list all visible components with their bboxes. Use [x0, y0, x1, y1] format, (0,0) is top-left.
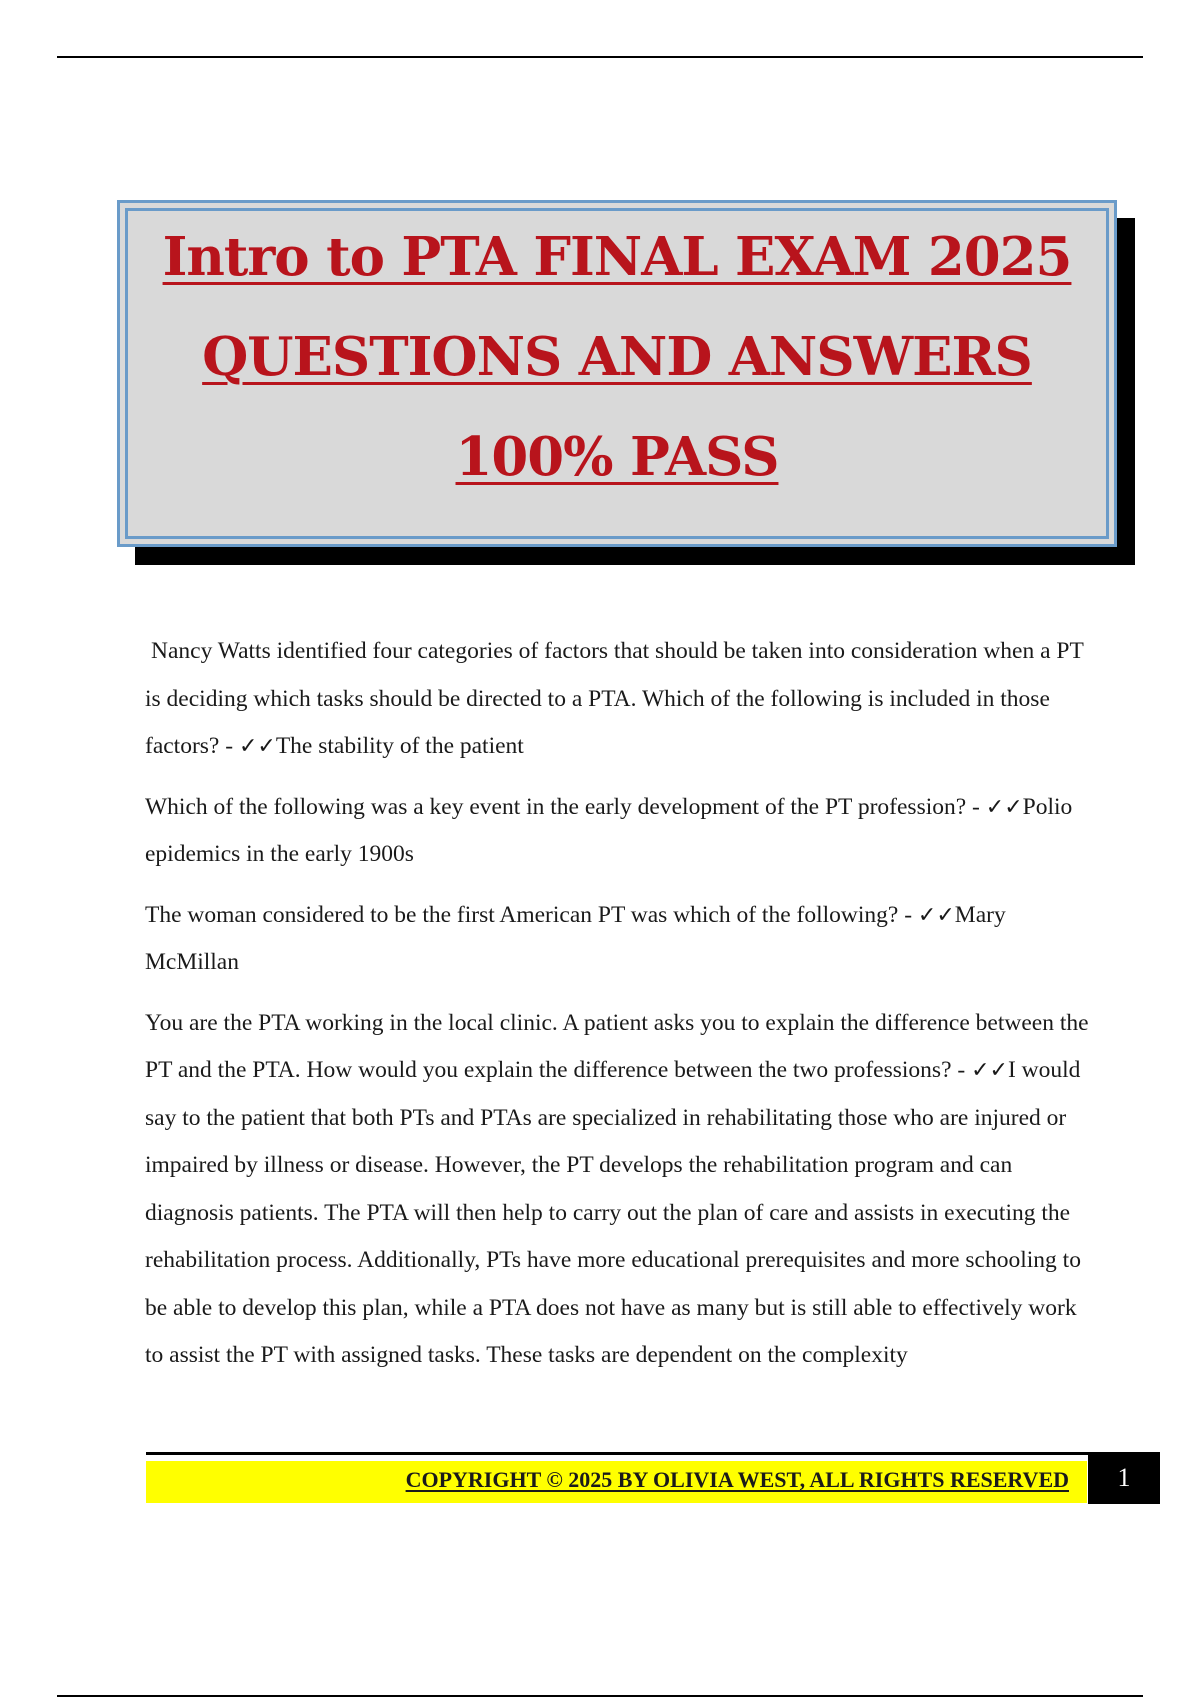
- qa-item: [145, 892, 1090, 987]
- bottom-rule: [57, 1695, 1143, 1697]
- qa-item: [145, 1000, 1090, 1380]
- title-line-1: Intro to PTA FINAL EXAM 2025: [162, 226, 1072, 288]
- double-check-icon: ✓✓: [238, 734, 276, 759]
- double-check-icon: ✓✓: [971, 1058, 1008, 1083]
- title-box: [117, 200, 1117, 547]
- answer-text: Polio epidemics in the early 1900s: [145, 793, 1073, 867]
- question-text: You are the PTA working in the local clinic. A patient asks you to explain the difference between the PT and the PTA. How would you explain the difference between the two professions? -: [145, 1009, 1089, 1083]
- answer-text: I would say to the patient that both PTs and PTAs are specialized in rehabilitating those who are injured or impaired by illness or disease. However, the PT develops the rehabilitation program and can diagnosis patients. The PTA will then help to carry out the plan of care and assists in executing the rehabilitation process. Additionally, PTs have more educational prerequisites and more schooling to be able to develop this plan, while a PTA does not have as many but is still able to effectively work to assist the PT with assigned tasks. These tasks are dependent on the complexity: [145, 1057, 1081, 1368]
- question-text: Which of the following was a key event in the early development of the PT profession? -: [145, 793, 986, 820]
- header-rule: [57, 56, 1143, 58]
- answer-text: Mary McMillan: [145, 901, 1006, 975]
- qa-item: [145, 628, 1090, 771]
- page-number: 1: [1088, 1452, 1160, 1504]
- question-text: The woman considered to be the first American PT was which of the following? -: [145, 901, 918, 928]
- footer-copyright-bar: [146, 1461, 1087, 1503]
- question-text: Nancy Watts identified four categories of factors that should be taken into consideration when a PT is deciding which tasks should be directed to a PTA. Which of the following is included in those factors? -: [145, 638, 1084, 759]
- qa-content: [145, 628, 1090, 1393]
- answer-text: The stability of the patient: [275, 733, 524, 759]
- double-check-icon: ✓✓: [985, 794, 1023, 820]
- title-line-2: QUESTIONS AND ANSWERS: [202, 326, 1032, 388]
- title-line-3: 100% PASS: [455, 426, 779, 488]
- footer-rule: [146, 1452, 1090, 1455]
- double-check-icon: ✓✓: [917, 902, 955, 928]
- copyright-text: COPYRIGHT © 2025 BY OLIVIA WEST, ALL RIGHTS RESERVED: [405, 1467, 1069, 1492]
- qa-item: [145, 784, 1090, 879]
